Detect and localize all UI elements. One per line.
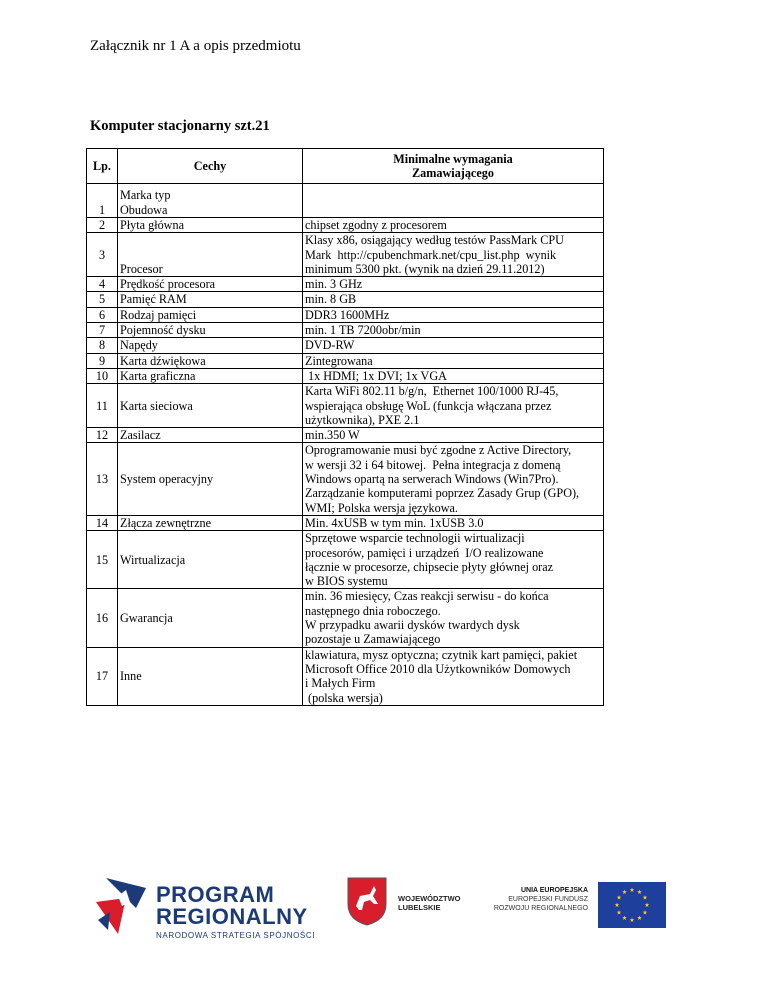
requirement-line: użytkownika), PXE 2.1 <box>305 412 420 427</box>
requirement-line: DDR3 1600MHz <box>305 307 390 322</box>
feature-line: Karta sieciowa <box>120 398 193 413</box>
table-row <box>87 218 604 233</box>
row-feature <box>118 647 303 705</box>
row-requirement <box>303 531 604 589</box>
requirement-line: 1x HDMI; 1x DVI; 1x VGA <box>305 368 447 383</box>
table-header-row <box>87 149 604 184</box>
row-requirement <box>303 428 604 443</box>
table-row <box>87 531 604 589</box>
row-feature <box>118 531 303 589</box>
row-number: 7 <box>87 323 118 338</box>
row-requirement <box>303 323 604 338</box>
feature-line: Napędy <box>120 338 158 353</box>
feature-line: Karta graficzna <box>120 368 196 383</box>
row-feature <box>118 353 303 368</box>
row-number: 15 <box>87 531 118 589</box>
row-feature <box>118 384 303 428</box>
program-regionalny-text <box>156 884 315 940</box>
requirement-line: Mark http://cpubenchmark.net/cpu_list.php wynik <box>305 247 557 262</box>
requirement-line: Karta WiFi 802.11 b/g/n, Ethernet 100/1000 RJ-45, <box>305 384 559 399</box>
requirement-line: min. 1 TB 7200obr/min <box>305 323 421 338</box>
requirement-line: łącznie w procesorze, chipsecie płyty głównej oraz <box>305 559 554 574</box>
row-number: 11 <box>87 384 118 428</box>
row-requirement <box>303 515 604 530</box>
row-requirement <box>303 368 604 383</box>
row-feature <box>118 233 303 277</box>
row-feature <box>118 515 303 530</box>
fund-line: EUROPEJSKI FUNDUSZ <box>508 896 588 903</box>
row-number: 6 <box>87 307 118 322</box>
page-title: Komputer stacjonarny szt.21 <box>90 118 270 134</box>
feature-line: Inne <box>120 669 142 684</box>
table-row <box>87 323 604 338</box>
row-number: 3 <box>87 233 118 277</box>
row-number: 10 <box>87 368 118 383</box>
row-feature <box>118 338 303 353</box>
row-number: 9 <box>87 353 118 368</box>
requirement-line: Oprogramowanie musi być zgodne z Active Directory, <box>305 443 572 458</box>
table-row <box>87 353 604 368</box>
feature-line: Zasilacz <box>120 428 161 443</box>
requirement-line: Windows opartą na serwerach Windows (Win7Pro). <box>305 472 559 487</box>
header-lp: Lp. <box>87 149 118 184</box>
row-feature <box>118 218 303 233</box>
table-row <box>87 307 604 322</box>
row-requirement <box>303 307 604 322</box>
header-cechy: Cechy <box>118 149 303 184</box>
feature-line: Obudowa <box>120 202 168 217</box>
row-feature <box>118 292 303 307</box>
program-line: PROGRAM <box>156 882 275 907</box>
requirement-line: WMI; Polska wersja językowa. <box>305 500 458 515</box>
requirement-line: (polska wersja) <box>305 690 383 705</box>
feature-line: System operacyjny <box>120 472 214 487</box>
row-requirement <box>303 277 604 292</box>
header-requirements-line: Minimalne wymagania <box>393 152 513 166</box>
requirement-line: min.350 W <box>305 428 360 443</box>
feature-line: Rodzaj pamięci <box>120 307 197 322</box>
row-requirement <box>303 589 604 647</box>
strategy-line: NARODOWA STRATEGIA SPÓJNOŚCI <box>156 931 316 940</box>
row-number: 13 <box>87 443 118 515</box>
requirement-line: Min. 4xUSB w tym min. 1xUSB 3.0 <box>305 515 484 530</box>
row-number: 16 <box>87 589 118 647</box>
header-requirements <box>303 149 604 184</box>
feature-line: Procesor <box>120 261 163 276</box>
row-feature <box>118 277 303 292</box>
row-feature <box>118 307 303 322</box>
requirement-line: Sprzętowe wsparcie technologii wirtualizacji <box>305 531 525 546</box>
requirement-line: Zintegrowana <box>305 353 373 368</box>
requirement-line: min. 8 GB <box>305 292 357 307</box>
requirement-line: min. 36 miesięcy, Czas reakcji serwisu - do końca <box>305 589 549 604</box>
row-number: 5 <box>87 292 118 307</box>
requirement-line: Zarządzanie komputerami poprzez Zasady Grup (GPO), <box>305 486 580 501</box>
requirement-line: klawiatura, mysz optyczna; czytnik kart pamięci, pakiet <box>305 647 578 662</box>
table-row <box>87 233 604 277</box>
row-number: 8 <box>87 338 118 353</box>
row-number: 12 <box>87 428 118 443</box>
requirement-line: procesorów, pamięci i urządzeń I/O realizowane <box>305 545 544 560</box>
requirement-line: DVD-RW <box>305 338 355 353</box>
feature-line: Złącza zewnętrzne <box>120 515 211 530</box>
feature-line: Pamięć RAM <box>120 292 187 307</box>
row-requirement <box>303 338 604 353</box>
requirement-line: min. 3 GHz <box>305 277 363 292</box>
table-row <box>87 338 604 353</box>
requirement-line: pozostaje u Zamawiającego <box>305 632 441 647</box>
feature-line: Gwarancja <box>120 610 173 625</box>
requirement-line: minimum 5300 pkt. (wynik na dzień 29.11.2012) <box>305 261 545 276</box>
row-requirement <box>303 184 604 218</box>
requirement-line: następnego dnia roboczego. <box>305 603 441 618</box>
requirement-line: Microsoft Office 2010 dla Użytkowników Domowych <box>305 661 571 676</box>
lubelskie-crest-icon <box>346 876 388 926</box>
row-requirement <box>303 384 604 428</box>
requirement-line: W przypadku awarii dysków twardych dysk <box>305 618 520 633</box>
table-row <box>87 443 604 515</box>
row-feature <box>118 368 303 383</box>
regional-line: ROZWOJU REGIONALNEGO <box>493 905 588 912</box>
program-regionalny-logo-icon <box>96 878 146 934</box>
eu-fund-text <box>470 886 588 913</box>
feature-line: Pojemność dysku <box>120 323 206 338</box>
feature-line: Prędkość procesora <box>120 277 216 292</box>
table-row <box>87 184 604 218</box>
row-feature <box>118 323 303 338</box>
row-requirement <box>303 233 604 277</box>
row-feature <box>118 184 303 218</box>
requirement-line: chipset zgodny z procesorem <box>305 218 447 232</box>
row-feature <box>118 428 303 443</box>
requirement-line: w BIOS systemu <box>305 574 388 589</box>
row-number: 2 <box>87 218 118 233</box>
table-row <box>87 292 604 307</box>
row-number: 14 <box>87 515 118 530</box>
requirement-line: wspierająca obsługę WoL (funkcja włączana przez <box>305 398 552 413</box>
requirement-line: Klasy x86, osiągający według testów PassMark CPU <box>305 233 564 248</box>
wojewodztwo-line: WOJEWÓDZTWO <box>398 894 461 903</box>
table-row <box>87 384 604 428</box>
feature-line: Marka typ <box>120 188 171 203</box>
row-number: 1 <box>87 184 118 218</box>
footer-logos <box>0 862 768 942</box>
row-requirement <box>303 292 604 307</box>
row-requirement <box>303 218 604 233</box>
row-number: 4 <box>87 277 118 292</box>
eu-line: UNIA EUROPEJSKA <box>520 887 588 894</box>
header-requirements-line: Zamawiającego <box>412 166 494 180</box>
row-requirement <box>303 443 604 515</box>
table-row <box>87 589 604 647</box>
table-row <box>87 515 604 530</box>
row-feature <box>118 443 303 515</box>
specification-table <box>86 148 604 706</box>
row-requirement <box>303 353 604 368</box>
row-number: 17 <box>87 647 118 705</box>
row-feature <box>118 589 303 647</box>
feature-line: Karta dźwiękowa <box>120 353 206 368</box>
feature-line: Wirtualizacja <box>120 552 186 567</box>
table-row <box>87 428 604 443</box>
table-row <box>87 368 604 383</box>
requirement-line: w wersji 32 i 64 bitowej. Pełna integracja z domeną <box>305 457 561 472</box>
eu-flag-icon <box>598 882 666 928</box>
table-row <box>87 277 604 292</box>
row-requirement <box>303 647 604 705</box>
lubelskie-line: LUBELSKIE <box>398 903 441 912</box>
table-row <box>87 647 604 705</box>
requirement-line: i Małych Firm <box>305 676 376 691</box>
regionalny-line: REGIONALNY <box>156 904 308 929</box>
document-header: Załącznik nr 1 A a opis przedmiotu <box>90 38 301 54</box>
wojewodztwo-text <box>398 894 461 912</box>
feature-line: Płyta główna <box>120 218 184 232</box>
